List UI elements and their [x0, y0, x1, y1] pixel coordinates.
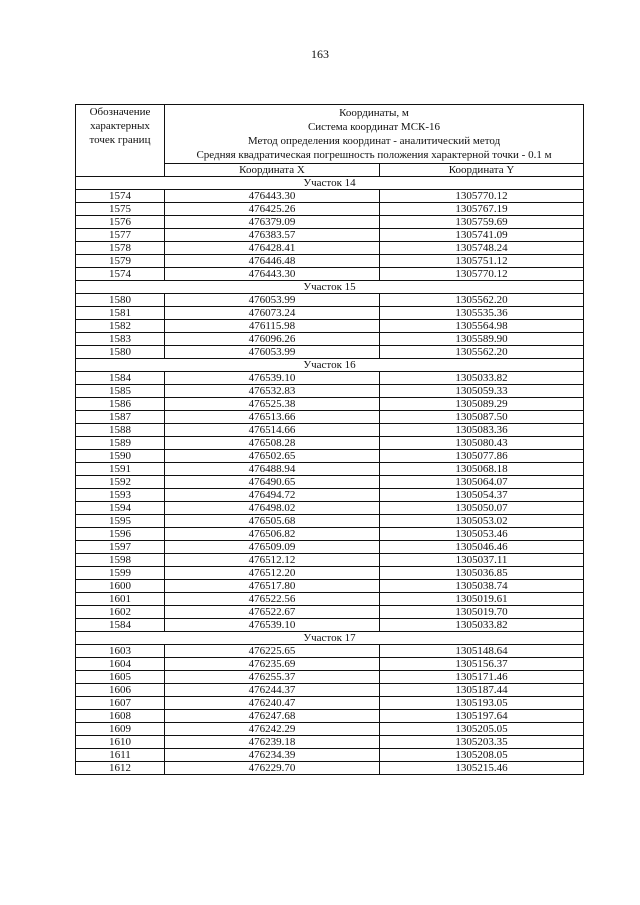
point-id-cell: 1591 [76, 463, 165, 476]
table-row [76, 294, 584, 307]
coord-x-cell: 476428.41 [165, 242, 380, 255]
coord-y-cell: 1305019.70 [380, 606, 584, 619]
point-id-cell: 1606 [76, 684, 165, 697]
point-id-cell: 1595 [76, 515, 165, 528]
point-id-cell: 1612 [76, 762, 165, 775]
coord-y-cell: 1305053.46 [380, 528, 584, 541]
coord-x-cell: 476525.38 [165, 398, 380, 411]
point-id-cell: 1577 [76, 229, 165, 242]
coord-y-cell: 1305050.07 [380, 502, 584, 515]
point-id-cell: 1596 [76, 528, 165, 541]
coord-y-cell: 1305748.24 [380, 242, 584, 255]
point-id-cell: 1574 [76, 268, 165, 281]
coord-y-cell: 1305059.33 [380, 385, 584, 398]
table-row [76, 489, 584, 502]
point-id-cell: 1611 [76, 749, 165, 762]
table-row [76, 203, 584, 216]
table-row [76, 515, 584, 528]
point-id-cell: 1587 [76, 411, 165, 424]
coord-x-cell: 476096.26 [165, 333, 380, 346]
coord-x-cell: 476053.99 [165, 346, 380, 359]
table-row [76, 437, 584, 450]
coord-x-cell: 476513.66 [165, 411, 380, 424]
coord-x-cell: 476508.28 [165, 437, 380, 450]
table-row [76, 190, 584, 203]
point-id-cell: 1601 [76, 593, 165, 606]
coord-x-cell: 476522.67 [165, 606, 380, 619]
coord-y-cell: 1305068.18 [380, 463, 584, 476]
table-row [76, 762, 584, 775]
section-row [76, 177, 584, 190]
coord-x-cell: 476512.12 [165, 554, 380, 567]
table-row [76, 593, 584, 606]
section-title: Участок 16 [76, 359, 584, 372]
coord-x-cell: 476505.68 [165, 515, 380, 528]
section-title: Участок 15 [76, 281, 584, 294]
col-x-header: Координата X [165, 164, 380, 177]
coord-x-cell: 476247.68 [165, 710, 380, 723]
point-id-cell: 1580 [76, 294, 165, 307]
coord-x-cell: 476514.66 [165, 424, 380, 437]
coord-y-cell: 1305019.61 [380, 593, 584, 606]
coord-y-cell: 1305156.37 [380, 658, 584, 671]
point-id-cell: 1600 [76, 580, 165, 593]
coord-x-cell: 476239.18 [165, 736, 380, 749]
table-row [76, 580, 584, 593]
coord-x-cell: 476225.65 [165, 645, 380, 658]
coord-x-cell: 476488.94 [165, 463, 380, 476]
point-id-cell: 1574 [76, 190, 165, 203]
table-row [76, 346, 584, 359]
coord-y-cell: 1305751.12 [380, 255, 584, 268]
table-row [76, 398, 584, 411]
table-row [76, 528, 584, 541]
coord-y-cell: 1305087.50 [380, 411, 584, 424]
coord-x-cell: 476539.10 [165, 619, 380, 632]
table-row [76, 255, 584, 268]
coord-x-cell: 476053.99 [165, 294, 380, 307]
table-row [76, 411, 584, 424]
table-row [76, 606, 584, 619]
coord-x-cell: 476446.48 [165, 255, 380, 268]
point-id-cell: 1594 [76, 502, 165, 515]
table-row [76, 567, 584, 580]
coord-y-cell: 1305203.35 [380, 736, 584, 749]
table-row [76, 645, 584, 658]
coord-y-cell: 1305197.64 [380, 710, 584, 723]
point-id-cell: 1586 [76, 398, 165, 411]
coord-x-cell: 476115.98 [165, 320, 380, 333]
table-row [76, 541, 584, 554]
coordinates-table [75, 104, 584, 775]
table-row [76, 697, 584, 710]
coord-x-cell: 476443.30 [165, 268, 380, 281]
point-id-cell: 1581 [76, 307, 165, 320]
col-y-header: Координата Y [380, 164, 584, 177]
section-row [76, 359, 584, 372]
coord-y-cell: 1305562.20 [380, 346, 584, 359]
point-id-cell: 1584 [76, 619, 165, 632]
coord-x-cell: 476498.02 [165, 502, 380, 515]
point-id-cell: 1597 [76, 541, 165, 554]
point-id-cell: 1602 [76, 606, 165, 619]
point-id-cell: 1610 [76, 736, 165, 749]
point-id-cell: 1583 [76, 333, 165, 346]
coord-x-cell: 476539.10 [165, 372, 380, 385]
table-row [76, 658, 584, 671]
coord-x-cell: 476517.80 [165, 580, 380, 593]
coord-x-cell: 476073.24 [165, 307, 380, 320]
table-body [76, 177, 584, 775]
section-title: Участок 14 [76, 177, 584, 190]
coord-y-cell: 1305770.12 [380, 190, 584, 203]
coord-y-cell: 1305054.37 [380, 489, 584, 502]
coord-x-cell: 476502.65 [165, 450, 380, 463]
table-row [76, 242, 584, 255]
coord-x-cell: 476425.26 [165, 203, 380, 216]
coord-y-cell: 1305046.46 [380, 541, 584, 554]
table-row [76, 372, 584, 385]
page-number: 163 [311, 47, 329, 61]
table-row [76, 671, 584, 684]
table-row [76, 307, 584, 320]
point-id-cell: 1576 [76, 216, 165, 229]
point-id-cell: 1584 [76, 372, 165, 385]
point-id-cell: 1593 [76, 489, 165, 502]
point-id-cell: 1592 [76, 476, 165, 489]
coords-header-line: Метод определения координат - аналитический метод [247, 135, 501, 148]
point-id-cell: 1575 [76, 203, 165, 216]
coord-y-cell: 1305205.05 [380, 723, 584, 736]
point-id-cell: 1589 [76, 437, 165, 450]
table-row [76, 476, 584, 489]
table-row [76, 749, 584, 762]
point-id-cell: 1604 [76, 658, 165, 671]
section-title: Участок 17 [76, 632, 584, 645]
coord-x-cell: 476512.20 [165, 567, 380, 580]
coord-x-cell: 476242.29 [165, 723, 380, 736]
coord-x-cell: 476490.65 [165, 476, 380, 489]
coord-y-cell: 1305767.19 [380, 203, 584, 216]
coord-y-cell: 1305038.74 [380, 580, 584, 593]
point-id-cell: 1609 [76, 723, 165, 736]
coord-x-cell: 476234.39 [165, 749, 380, 762]
coord-y-cell: 1305033.82 [380, 619, 584, 632]
coord-y-cell: 1305208.05 [380, 749, 584, 762]
point-id-cell: 1599 [76, 567, 165, 580]
coords-header-line: Система координат МСК-16 [307, 121, 441, 134]
point-id-cell: 1585 [76, 385, 165, 398]
coord-y-cell: 1305053.02 [380, 515, 584, 528]
coord-y-cell: 1305193.05 [380, 697, 584, 710]
coord-y-cell: 1305077.86 [380, 450, 584, 463]
coord-y-cell: 1305535.36 [380, 307, 584, 320]
coords-header-line: Координаты, м [339, 107, 409, 119]
point-id-cell: 1588 [76, 424, 165, 437]
point-id-cell: 1590 [76, 450, 165, 463]
point-id-cell: 1578 [76, 242, 165, 255]
coord-y-cell: 1305036.85 [380, 567, 584, 580]
table-row [76, 268, 584, 281]
coord-x-cell: 476240.47 [165, 697, 380, 710]
coord-y-cell: 1305080.43 [380, 437, 584, 450]
coordinates-info-header [165, 105, 584, 164]
point-id-cell: 1607 [76, 697, 165, 710]
coord-x-cell: 476532.83 [165, 385, 380, 398]
point-id-cell: 1598 [76, 554, 165, 567]
point-id-cell: 1605 [76, 671, 165, 684]
coord-y-cell: 1305562.20 [380, 294, 584, 307]
point-id-cell: 1582 [76, 320, 165, 333]
coord-y-cell: 1305589.90 [380, 333, 584, 346]
coord-y-cell: 1305083.36 [380, 424, 584, 437]
coord-x-cell: 476383.57 [165, 229, 380, 242]
table-row [76, 554, 584, 567]
coord-x-cell: 476509.09 [165, 541, 380, 554]
coord-x-cell: 476235.69 [165, 658, 380, 671]
table-row [76, 619, 584, 632]
coord-x-cell: 476244.37 [165, 684, 380, 697]
coord-x-cell: 476255.37 [165, 671, 380, 684]
coord-y-cell: 1305770.12 [380, 268, 584, 281]
table-row [76, 424, 584, 437]
coord-x-cell: 476494.72 [165, 489, 380, 502]
coord-y-cell: 1305564.98 [380, 320, 584, 333]
coord-y-cell: 1305064.07 [380, 476, 584, 489]
coord-y-cell: 1305741.09 [380, 229, 584, 242]
table-row [76, 216, 584, 229]
coord-y-cell: 1305037.11 [380, 554, 584, 567]
table-row [76, 684, 584, 697]
table-row [76, 229, 584, 242]
section-row [76, 632, 584, 645]
table-row [76, 450, 584, 463]
coord-y-cell: 1305148.64 [380, 645, 584, 658]
coord-x-cell: 476379.09 [165, 216, 380, 229]
section-row [76, 281, 584, 294]
point-id-cell: 1603 [76, 645, 165, 658]
table-row [76, 385, 584, 398]
table-row [76, 502, 584, 515]
table-row [76, 320, 584, 333]
table-header-row [76, 105, 584, 164]
table-row [76, 710, 584, 723]
coord-y-cell: 1305759.69 [380, 216, 584, 229]
coord-x-cell: 476229.70 [165, 762, 380, 775]
coord-x-cell: 476443.30 [165, 190, 380, 203]
coord-y-cell: 1305187.44 [380, 684, 584, 697]
point-id-cell: 1579 [76, 255, 165, 268]
table-row [76, 736, 584, 749]
coords-header-line: Средняя квадратическая погрешность положения характерной точки - 0.1 м [196, 149, 552, 162]
point-id-cell: 1580 [76, 346, 165, 359]
coord-y-cell: 1305033.82 [380, 372, 584, 385]
coord-y-cell: 1305089.29 [380, 398, 584, 411]
point-id-cell: 1608 [76, 710, 165, 723]
table-row [76, 723, 584, 736]
coord-y-cell: 1305215.46 [380, 762, 584, 775]
coord-y-cell: 1305171.46 [380, 671, 584, 684]
table-row [76, 333, 584, 346]
coord-x-cell: 476522.56 [165, 593, 380, 606]
table-row [76, 463, 584, 476]
point-designation-header: Обозначение характерных точек границ [76, 105, 165, 177]
coord-x-cell: 476506.82 [165, 528, 380, 541]
